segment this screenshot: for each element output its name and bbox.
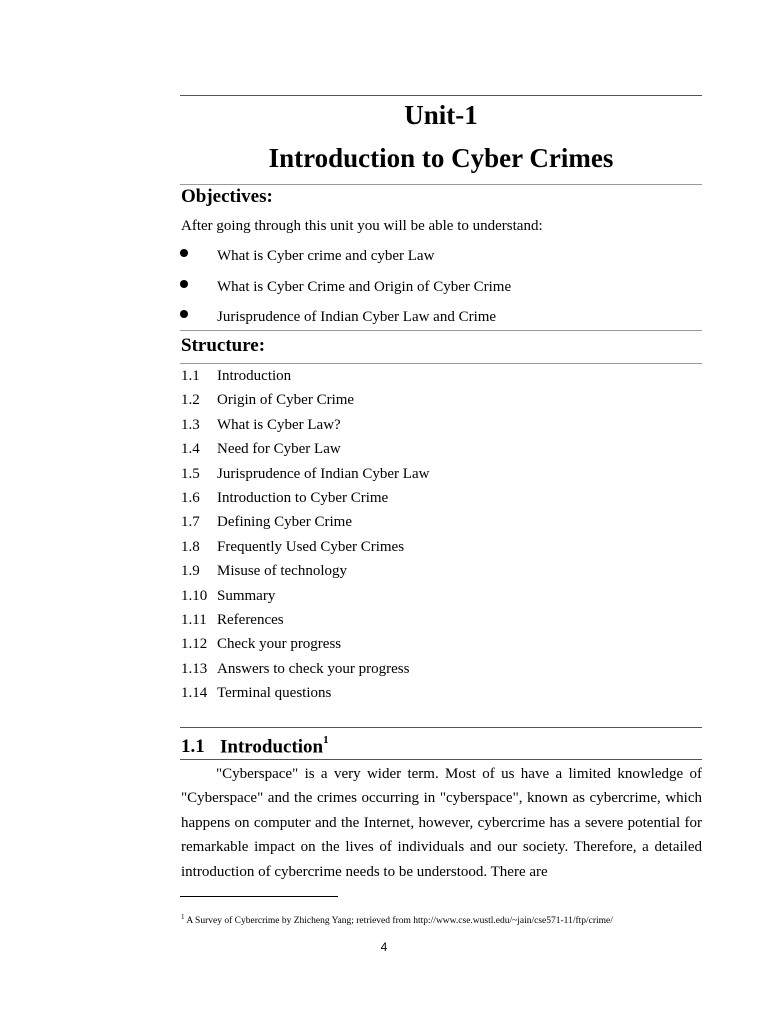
bullet-icon [180, 280, 188, 288]
structure-list [181, 366, 429, 707]
toc-label: Need for Cyber Law [217, 441, 341, 458]
toc-label: Defining Cyber Crime [217, 514, 352, 531]
unit-title: Unit-1 [404, 100, 478, 130]
toc-number: 1.2 [181, 392, 200, 409]
structure-bottom-rule [180, 363, 702, 364]
toc-label: Origin of Cyber Crime [217, 392, 355, 409]
footnote-separator [180, 896, 338, 897]
introduction-heading [181, 730, 329, 759]
bullet-icon [180, 310, 188, 318]
list-item [181, 683, 429, 707]
toc-label: Frequently Used Cyber Crimes [217, 538, 405, 555]
bullet-icon [180, 249, 188, 257]
list-item [181, 366, 429, 390]
toc-number: 1.6 [181, 489, 200, 506]
top-rule [180, 95, 702, 96]
toc-label: Answers to check your progress [217, 660, 410, 677]
toc-number: 1.7 [181, 514, 200, 531]
structure-heading: Structure: [181, 335, 266, 356]
toc-number: 1.4 [181, 441, 200, 458]
toc-label: Introduction to Cyber Crime [217, 489, 389, 506]
list-item [181, 390, 429, 414]
list-item [181, 634, 429, 658]
toc-label: Jurisprudence of Indian Cyber Law [217, 465, 430, 482]
objective-text: What is Cyber crime and cyber Law [217, 248, 435, 264]
toc-number: 1.3 [181, 416, 200, 433]
list-item [181, 488, 429, 512]
intro-bottom-rule [180, 759, 702, 760]
toc-number: 1.14 [181, 685, 208, 702]
toc-label: References [217, 611, 284, 628]
objective-text: Jurisprudence of Indian Cyber Law and Crime [217, 309, 497, 325]
list-item [181, 439, 429, 463]
list-item [181, 586, 429, 610]
toc-number: 1.10 [181, 587, 208, 604]
toc-label: Summary [217, 587, 276, 604]
toc-number: 1.9 [181, 563, 200, 580]
introduction-paragraph: "Cyberspace" is a very wider term. Most of us have a limited knowledge of "Cyberspace" and the crimes occurring in "cyberspace", known as cybercrime, which happens on computer and the Internet, however, cybercrime has a severe potential for remarkable impact on the lives of individuals and our society. Therefore, a detailed introduction of cybercrime needs to be understood. There are [181, 766, 702, 880]
footnote-marker: 1 [181, 913, 185, 921]
page-title: Introduction to Cyber Crimes [268, 143, 614, 173]
list-item [181, 610, 429, 634]
toc-number: 1.8 [181, 538, 200, 555]
list-item [181, 659, 429, 683]
toc-number: 1.12 [181, 636, 208, 653]
section-title: Introduction [220, 736, 324, 758]
toc-number: 1.1 [181, 368, 200, 384]
page-number: 4 [380, 940, 388, 954]
list-item [181, 537, 429, 561]
list-item [181, 512, 429, 536]
objective-text: What is Cyber Crime and Origin of Cyber Crime [217, 278, 512, 295]
toc-number: 1.11 [181, 611, 207, 628]
footnote [181, 911, 613, 927]
toc-label: Terminal questions [217, 685, 332, 702]
toc-label: Check your progress [217, 636, 342, 653]
footnote-reference: 1 [323, 734, 329, 746]
list-item [181, 561, 429, 585]
list-item [181, 464, 429, 488]
objectives-heading: Objectives: [181, 186, 273, 207]
list-item [181, 415, 429, 439]
intro-top-rule [180, 727, 702, 728]
toc-number: 1.5 [181, 465, 200, 482]
footnote-text: A Survey of Cybercrime by Zhicheng Yang; retrieved from http://www.cse.wustl.edu/~jain/cse571-11/ftp/crime/ [184, 916, 613, 927]
toc-label: What is Cyber Law? [217, 416, 341, 433]
objectives-lead: After going through this unit you will be able to understand: [181, 218, 543, 234]
structure-top-rule [180, 330, 702, 331]
toc-number: 1.13 [181, 660, 208, 677]
toc-label: Introduction [217, 368, 292, 384]
toc-label: Misuse of technology [217, 563, 347, 580]
section-number: 1.1 [181, 736, 205, 758]
